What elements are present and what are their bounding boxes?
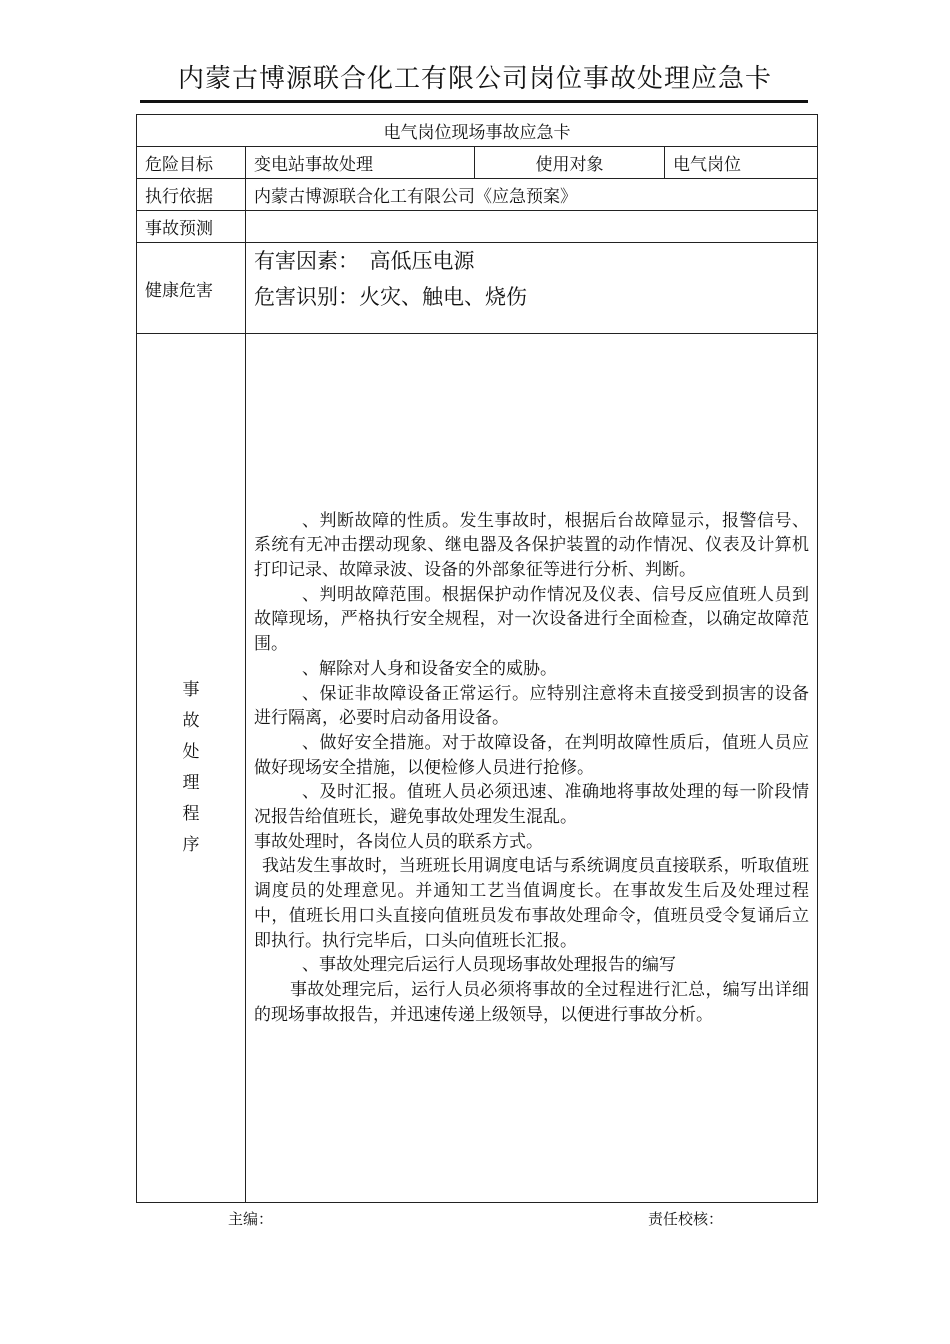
hazard-target-value: 变电站事故处理 — [246, 147, 475, 179]
harmful-factors: 有害因素： 高低压电源 — [254, 249, 475, 273]
card-title: 电气岗位现场事故应急卡 — [137, 115, 818, 147]
emergency-card-table — [136, 114, 818, 1203]
document-title: 内蒙古博源联合化工有限公司岗位事故处理应急卡 — [177, 64, 772, 94]
editor-label: 主编： — [228, 1210, 274, 1228]
procedure-step: 、做好安全措施。对于故障设备，在判明故障性质后，值班人员应做好现场安全措施，以便检修人员进行抢修。 — [254, 732, 809, 778]
procedure-label-char: 故 — [182, 711, 200, 731]
health-hazard-label: 健康危害 — [137, 243, 246, 334]
prediction-label: 事故预测 — [137, 211, 246, 243]
procedure-label-char: 序 — [182, 835, 200, 855]
hazard-identification: 危害识别：火灾、触电、烧伤 — [254, 285, 527, 309]
basis-value: 内蒙古博源联合化工有限公司《应急预案》 — [246, 179, 818, 211]
health-hazard-content — [246, 243, 818, 334]
procedure-step: 、及时汇报。值班人员必须迅速、准确地将事故处理的每一阶段情况报告给值班长，避免事故处理发生混乱。 — [254, 782, 809, 828]
procedure-step: 事故处理完后，运行人员必须将事故的全过程进行汇总，编写出详细的现场事故报告，并迅速传递上级领导，以便进行事故分析。 — [254, 979, 809, 1025]
procedure-label-char: 处 — [182, 742, 200, 762]
hazard-target-label: 危险目标 — [137, 147, 246, 179]
procedure-content — [246, 334, 818, 1203]
user-value: 电气岗位 — [665, 147, 818, 179]
procedure-step: 事故处理时，各岗位人员的联系方式。 — [254, 831, 543, 852]
procedure-step: 、判断故障的性质。发生事故时，根据后台故障显示，报警信号、系统有无冲击摆动现象、继电器及各保护装置的动作情况、仪表及计算机打印记录、故障录波、设备的外部象征等进行分析、判断。 — [254, 510, 809, 581]
prediction-value — [246, 211, 818, 243]
checker-label: 责任校核： — [648, 1210, 724, 1228]
procedure-label — [137, 334, 246, 1203]
procedure-label-char: 理 — [182, 773, 200, 793]
procedure-step: 、判明故障范围。根据保护动作情况及仪表、信号反应值班人员到故障现场，严格执行安全规程，对一次设备进行全面检查，以确定故障范围。 — [254, 584, 809, 655]
user-label: 使用对象 — [475, 147, 665, 179]
procedure-step: 、事故处理完后运行人员现场事故处理报告的编写 — [302, 955, 676, 976]
procedure-label-char: 事 — [182, 680, 200, 700]
basis-label: 执行依据 — [137, 179, 246, 211]
procedure-step: 、解除对人身和设备安全的威胁。 — [302, 658, 557, 679]
title-underline — [140, 100, 808, 103]
procedure-step: 我站发生事故时，当班班长用调度电话与系统调度员直接联系，听取值班调度员的处理意见。并通知工艺当值调度长。在事故发生后及处理过程中，值班长用口头直接向值班员发布事故处理命令，值班员受令复诵后立即执行。执行完毕后，口头向值班长汇报。 — [254, 856, 809, 951]
procedure-label-char: 程 — [182, 804, 200, 824]
procedure-step: 、保证非故障设备正常运行。应特别注意将未直接受到损害的设备进行隔离，必要时启动备用设备。 — [254, 683, 809, 729]
